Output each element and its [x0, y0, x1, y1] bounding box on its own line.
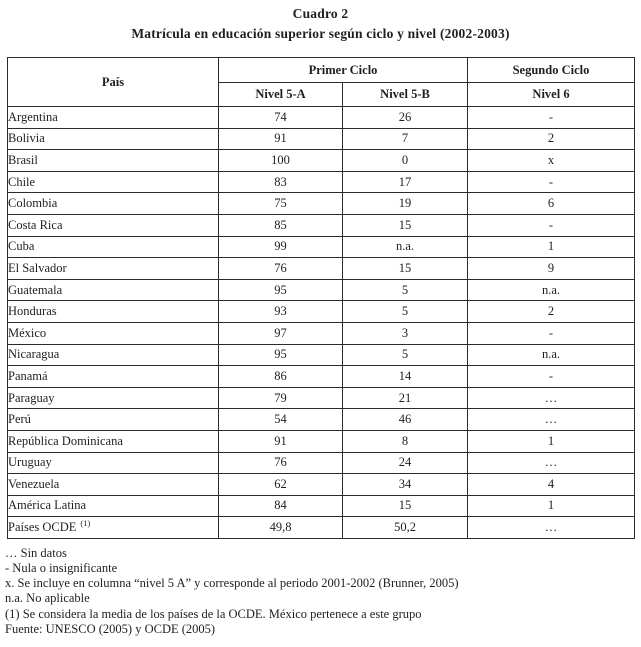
cell-nivel-6: -	[468, 171, 635, 193]
cell-nivel-5a: 91	[219, 430, 343, 452]
cell-pais: Nicaragua	[8, 344, 219, 366]
cell-nivel-5b: 21	[343, 387, 468, 409]
cell-pais: Uruguay	[8, 452, 219, 474]
cell-nivel-5a: 99	[219, 236, 343, 258]
col-header-nivel-6: Nivel 6	[468, 83, 635, 107]
footnote-line: (1) Se considera la media de los países de la OCDE. México pertenece a este grupo	[5, 606, 422, 621]
table-row	[8, 193, 635, 215]
cell-nivel-5b: 50,2	[343, 517, 468, 539]
table-row	[8, 387, 635, 409]
cell-pais: Argentina	[8, 107, 219, 129]
cell-nivel-5b: 5	[343, 301, 468, 323]
col-header-segundo-ciclo: Segundo Ciclo	[468, 58, 635, 83]
col-header-nivel-5a: Nivel 5-A	[219, 83, 343, 107]
cell-nivel-5a: 100	[219, 150, 343, 172]
cell-nivel-6: n.a.	[468, 344, 635, 366]
col-header-pais: País	[8, 58, 219, 107]
table-row	[8, 107, 635, 129]
footnote-line: Fuente: UNESCO (2005) y OCDE (2005)	[5, 621, 216, 636]
cell-pais: América Latina	[8, 495, 219, 517]
cell-nivel-5b: 15	[343, 214, 468, 236]
cell-nivel-5b: 15	[343, 258, 468, 280]
cell-pais: México	[8, 322, 219, 344]
table-row	[8, 474, 635, 496]
cell-nivel-6: …	[468, 517, 635, 539]
table-row	[8, 279, 635, 301]
table-row	[8, 452, 635, 474]
table-row	[8, 258, 635, 280]
table-row	[8, 171, 635, 193]
cell-nivel-6: 4	[468, 474, 635, 496]
cell-pais: Paraguay	[8, 387, 219, 409]
table-row	[8, 301, 635, 323]
cell-pais: Chile	[8, 171, 219, 193]
cell-nivel-6: …	[468, 409, 635, 431]
page-subtitle: Matrícula en educación superior según ciclo y nivel (2002-2003)	[131, 26, 510, 41]
cell-nivel-6: …	[468, 387, 635, 409]
page-title: Cuadro 2	[292, 6, 349, 21]
cell-nivel-5a: 95	[219, 344, 343, 366]
data-table	[7, 57, 635, 539]
cell-nivel-6: 1	[468, 236, 635, 258]
table-row	[8, 236, 635, 258]
cell-nivel-6: x	[468, 150, 635, 172]
table-row	[8, 517, 635, 539]
cell-pais: República Dominicana	[8, 430, 219, 452]
cell-nivel-5a: 79	[219, 387, 343, 409]
footnote-line: x. Se incluye en columna “nivel 5 A” y corresponde al periodo 2001-2002 (Brunner, 2005)	[5, 576, 459, 591]
table-row	[8, 128, 635, 150]
cell-nivel-5a: 93	[219, 301, 343, 323]
cell-nivel-6: 2	[468, 128, 635, 150]
cell-pais: Colombia	[8, 193, 219, 215]
cell-pais: Costa Rica	[8, 214, 219, 236]
cell-nivel-5a: 74	[219, 107, 343, 129]
table-row	[8, 322, 635, 344]
cell-nivel-5a: 83	[219, 171, 343, 193]
cell-pais: Perú	[8, 409, 219, 431]
cell-nivel-6: 9	[468, 258, 635, 280]
cell-nivel-5a: 91	[219, 128, 343, 150]
cell-nivel-5b: 0	[343, 150, 468, 172]
table-row	[8, 214, 635, 236]
cell-nivel-6: 6	[468, 193, 635, 215]
cell-nivel-6: …	[468, 452, 635, 474]
cell-nivel-5a: 97	[219, 322, 343, 344]
cell-nivel-6: -	[468, 214, 635, 236]
cell-nivel-5b: 17	[343, 171, 468, 193]
footnote-ref: (1)	[80, 517, 91, 528]
header-row-1	[8, 58, 635, 83]
cell-nivel-5a: 75	[219, 193, 343, 215]
table-row	[8, 344, 635, 366]
table-row	[8, 150, 635, 172]
cell-pais: Países OCDE $^{(1)}$	[8, 517, 219, 539]
cell-nivel-5b: 19	[343, 193, 468, 215]
cell-nivel-5b: 7	[343, 128, 468, 150]
cell-nivel-5a: 76	[219, 452, 343, 474]
cell-pais: El Salvador	[8, 258, 219, 280]
cell-pais: Cuba	[8, 236, 219, 258]
cell-nivel-6: n.a.	[468, 279, 635, 301]
col-header-nivel-5b: Nivel 5-B	[343, 83, 468, 107]
cell-nivel-5b: 5	[343, 344, 468, 366]
cell-nivel-5b: 26	[343, 107, 468, 129]
footnotes	[5, 546, 641, 637]
cell-nivel-6: -	[468, 107, 635, 129]
cell-nivel-5b: 34	[343, 474, 468, 496]
cell-nivel-5a: 85	[219, 214, 343, 236]
cell-nivel-5b: 46	[343, 409, 468, 431]
cell-nivel-5a: 86	[219, 366, 343, 388]
table-row	[8, 430, 635, 452]
cell-nivel-5b: 24	[343, 452, 468, 474]
cell-nivel-5a: 49,8	[219, 517, 343, 539]
footnote-line: - Nula o insignificante	[5, 561, 118, 576]
cell-pais: Guatemala	[8, 279, 219, 301]
col-header-primer-ciclo: Primer Ciclo	[219, 58, 468, 83]
cell-pais: Venezuela	[8, 474, 219, 496]
cell-nivel-5a: 62	[219, 474, 343, 496]
cell-pais: Panamá	[8, 366, 219, 388]
cell-pais: Brasil	[8, 150, 219, 172]
footnote-line: n.a. No aplicable	[5, 591, 90, 606]
cell-nivel-6: 2	[468, 301, 635, 323]
cell-nivel-5b: 5	[343, 279, 468, 301]
cell-pais: Honduras	[8, 301, 219, 323]
cell-nivel-5b: 8	[343, 430, 468, 452]
footnote-line: … Sin datos	[5, 545, 67, 560]
cell-nivel-5a: 84	[219, 495, 343, 517]
table-row	[8, 366, 635, 388]
cell-nivel-5a: 76	[219, 258, 343, 280]
cell-nivel-6: -	[468, 322, 635, 344]
table-body	[8, 107, 635, 539]
cell-nivel-5a: 54	[219, 409, 343, 431]
cell-pais: Bolivia	[8, 128, 219, 150]
cell-nivel-5b: n.a.	[343, 236, 468, 258]
cell-nivel-6: 1	[468, 430, 635, 452]
table-row	[8, 495, 635, 517]
cell-nivel-5b: 14	[343, 366, 468, 388]
cell-nivel-6: -	[468, 366, 635, 388]
cell-nivel-5b: 15	[343, 495, 468, 517]
cell-nivel-5a: 95	[219, 279, 343, 301]
cell-nivel-6: 1	[468, 495, 635, 517]
cell-nivel-5b: 3	[343, 322, 468, 344]
table-row	[8, 409, 635, 431]
